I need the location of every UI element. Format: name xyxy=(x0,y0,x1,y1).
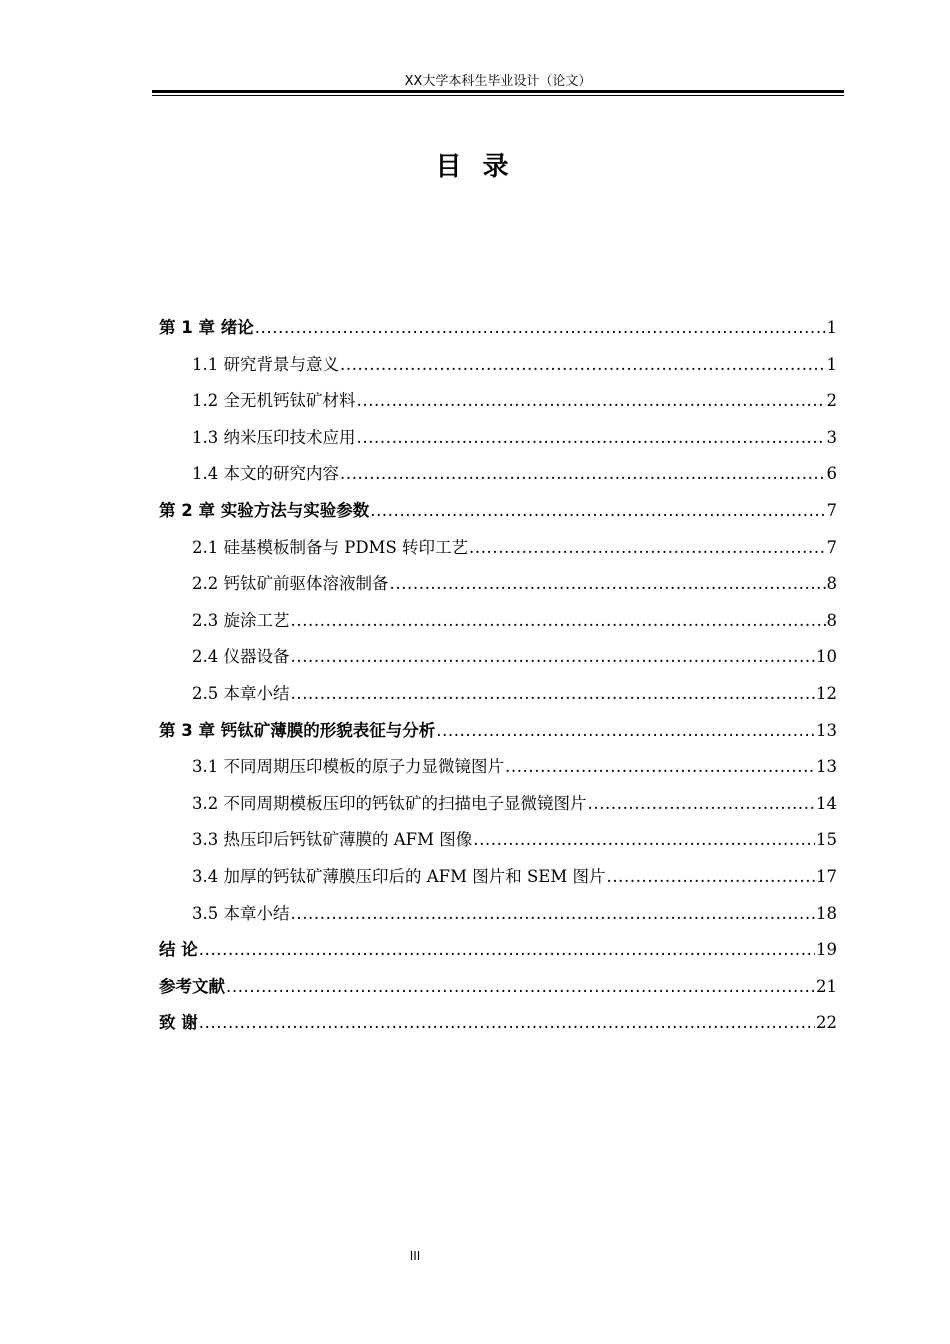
toc-entry-title: 参考文献 xyxy=(159,976,225,996)
page-number: III xyxy=(409,1249,421,1263)
toc-entry-page: 8 xyxy=(826,610,837,630)
header-rule-thick xyxy=(152,90,844,93)
toc-section-entry[interactable] xyxy=(159,570,837,607)
toc-dot-leader xyxy=(505,757,815,776)
toc-section-entry[interactable] xyxy=(159,387,837,424)
toc-entry-page: 10 xyxy=(816,647,837,667)
toc-section-entry[interactable] xyxy=(159,534,837,571)
toc-entry-page: 1 xyxy=(826,354,837,374)
toc-dot-leader xyxy=(357,428,826,447)
toc-dot-leader xyxy=(469,538,825,557)
toc-entry-title: 第 1 章 绪论 xyxy=(159,318,254,337)
toc-entry-title: 1.3 纳米压印技术应用 xyxy=(192,427,356,447)
toc-entry-title: 3.4 加厚的钙钛矿薄膜压印后的 AFM 图片和 SEM 图片 xyxy=(192,866,606,886)
toc-entry-title: 2.3 旋涂工艺 xyxy=(192,610,290,630)
toc-section-entry[interactable] xyxy=(159,607,837,644)
toc-dot-leader xyxy=(357,391,826,410)
toc-entry-page: 1 xyxy=(826,318,837,337)
toc-entry-page: 18 xyxy=(816,903,837,923)
toc-dot-leader xyxy=(340,355,826,374)
toc-entry-page: 13 xyxy=(816,720,837,740)
toc-entry-title: 3.1 不同周期压印模板的原子力显微镜图片 xyxy=(192,757,504,777)
toc-entry-title: 2.4 仪器设备 xyxy=(192,647,290,667)
toc-entry-title: 致 谢 xyxy=(159,1013,198,1033)
toc-entry-title: 1.4 本文的研究内容 xyxy=(192,464,339,484)
toc-section-entry[interactable] xyxy=(159,900,837,937)
toc-section-entry[interactable] xyxy=(159,351,837,388)
toc-section-entry[interactable] xyxy=(159,753,837,790)
toc-chapter-entry[interactable] xyxy=(159,497,837,534)
table-of-contents xyxy=(159,314,837,1046)
toc-section-entry[interactable] xyxy=(159,863,837,900)
toc-chapter-entry[interactable] xyxy=(159,314,837,351)
toc-entry-title: 第 3 章 钙钛矿薄膜的形貌表征与分析 xyxy=(159,720,436,740)
toc-dot-leader xyxy=(473,830,815,849)
toc-entry-title: 第 2 章 实验方法与实验参数 xyxy=(159,500,370,520)
toc-section-entry[interactable] xyxy=(159,643,837,680)
toc-dot-leader xyxy=(291,904,816,923)
page-title: 目 录 xyxy=(435,152,515,182)
toc-entry-title: 2.1 硅基模板制备与 PDMS 转印工艺 xyxy=(192,537,469,557)
toc-entry-page: 2 xyxy=(826,391,837,411)
toc-chapter-entry[interactable] xyxy=(159,936,837,973)
toc-entry-page: 7 xyxy=(826,537,837,557)
toc-entry-title: 结 论 xyxy=(159,940,198,960)
toc-dot-leader xyxy=(606,867,815,886)
toc-chapter-entry[interactable] xyxy=(159,1009,837,1046)
toc-entry-title: 2.5 本章小结 xyxy=(192,683,290,703)
toc-entry-page: 14 xyxy=(816,793,837,813)
toc-dot-leader xyxy=(390,574,826,593)
toc-entry-page: 19 xyxy=(816,940,837,960)
toc-entry-page: 8 xyxy=(826,574,837,594)
toc-entry-page: 21 xyxy=(816,976,837,996)
toc-section-entry[interactable] xyxy=(159,460,837,497)
toc-dot-leader xyxy=(291,647,816,666)
toc-dot-leader xyxy=(436,721,815,740)
toc-dot-leader xyxy=(340,464,826,483)
toc-entry-page: 7 xyxy=(826,500,837,520)
toc-entry-page: 17 xyxy=(816,866,837,886)
toc-entry-title: 1.2 全无机钙钛矿材料 xyxy=(192,391,356,411)
toc-dot-leader xyxy=(291,684,816,703)
toc-section-entry[interactable] xyxy=(159,826,837,863)
toc-entry-page: 13 xyxy=(816,757,837,777)
toc-entry-page: 12 xyxy=(816,683,837,703)
toc-dot-leader xyxy=(291,611,826,630)
toc-entry-page: 15 xyxy=(816,830,837,850)
toc-entry-page: 22 xyxy=(816,1013,837,1033)
toc-entry-title: 3.3 热压印后钙钛矿薄膜的 AFM 图像 xyxy=(192,830,473,850)
toc-dot-leader xyxy=(199,1013,815,1032)
toc-dot-leader xyxy=(370,501,825,520)
header-rule-thin xyxy=(152,95,844,96)
toc-chapter-entry[interactable] xyxy=(159,717,837,754)
toc-entry-page: 6 xyxy=(826,464,837,484)
toc-dot-leader xyxy=(255,318,826,337)
running-header: XX大学本科生毕业设计（论文） xyxy=(404,74,592,89)
toc-entry-title: 3.2 不同周期模板压印的钙钛矿的扫描电子显微镜图片 xyxy=(192,793,587,813)
toc-section-entry[interactable] xyxy=(159,790,837,827)
toc-entry-page: 3 xyxy=(826,427,837,447)
toc-entry-title: 3.5 本章小结 xyxy=(192,903,290,923)
toc-section-entry[interactable] xyxy=(159,424,837,461)
toc-section-entry[interactable] xyxy=(159,680,837,717)
toc-entry-title: 2.2 钙钛矿前驱体溶液制备 xyxy=(192,574,389,594)
toc-dot-leader xyxy=(199,940,815,959)
toc-dot-leader xyxy=(226,977,815,996)
toc-entry-title: 1.1 研究背景与意义 xyxy=(192,354,339,374)
toc-chapter-entry[interactable] xyxy=(159,973,837,1010)
toc-dot-leader xyxy=(588,794,816,813)
